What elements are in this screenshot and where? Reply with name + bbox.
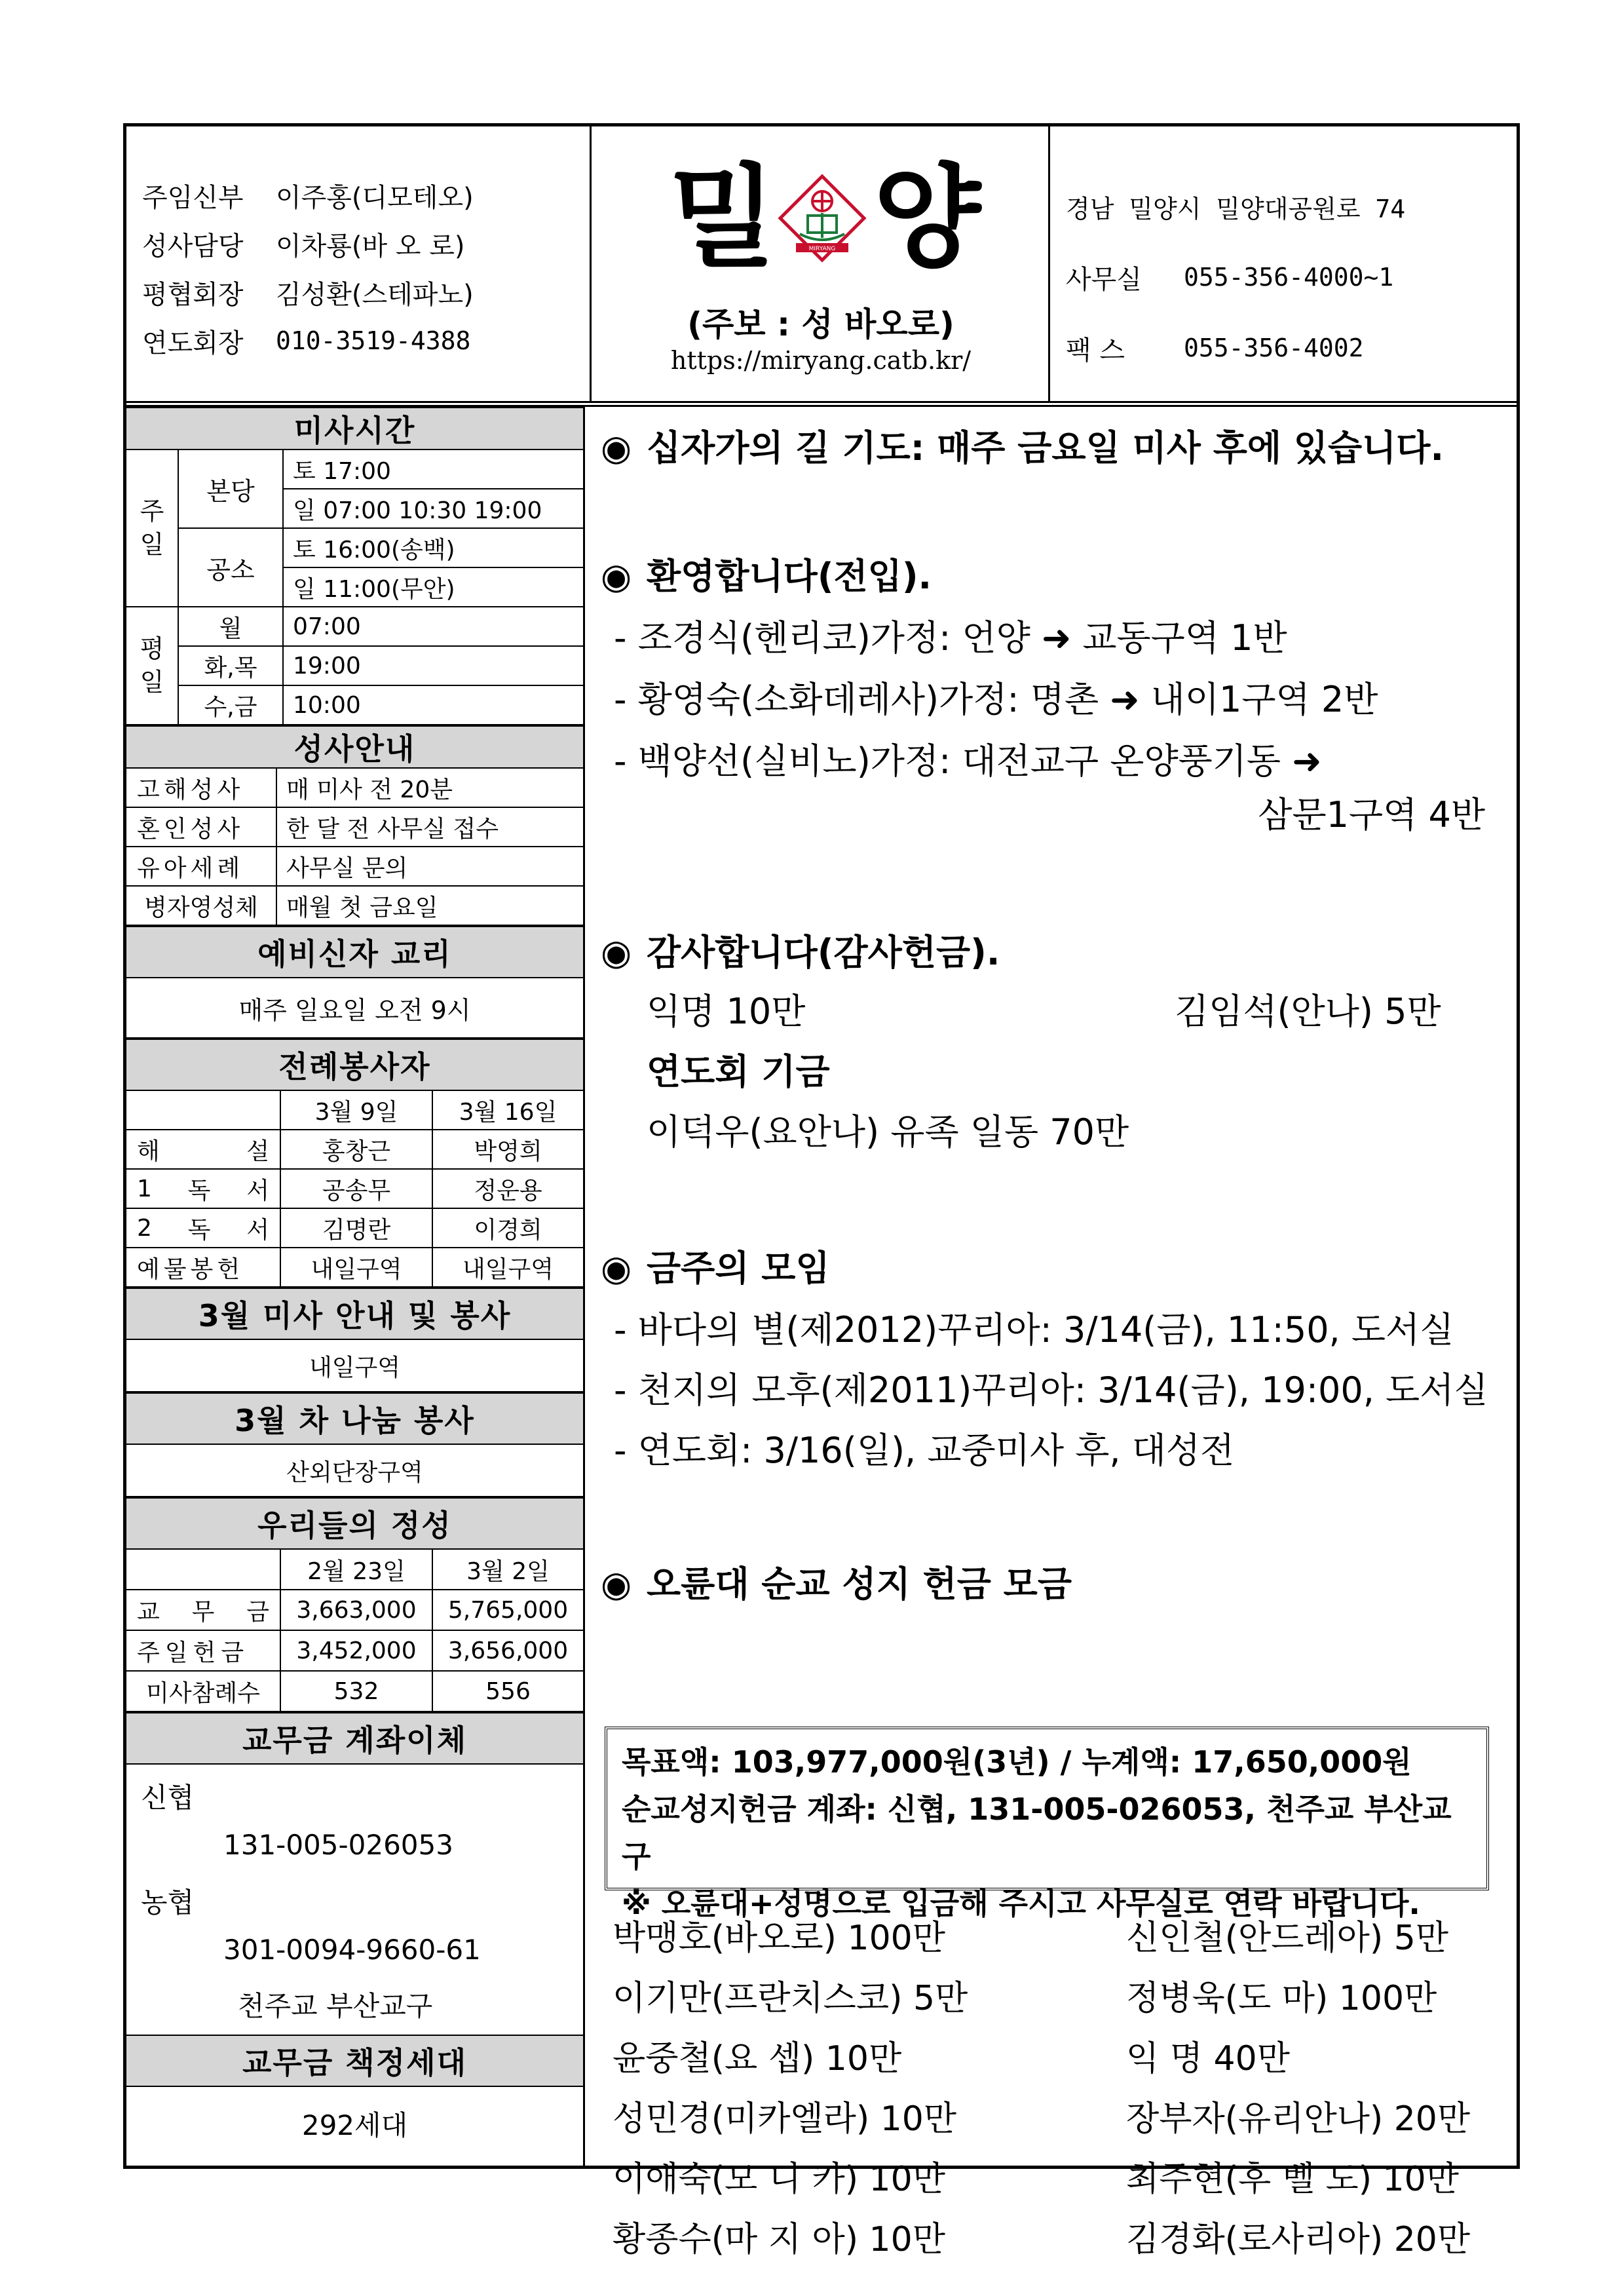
weekday-day: 수,금 — [179, 686, 284, 725]
cross-prayer-notice: ◉ 십자가의 길 기도: 매주 금요일 미사 후에 있습니다. — [601, 427, 1444, 469]
liturgy-server: 박영희 — [433, 1130, 583, 1170]
sacrament-name: 유아세례 — [126, 847, 277, 887]
weekday-day: 화,목 — [179, 647, 284, 686]
staff-row: 성사담당 이차룡(바 오 로) — [142, 231, 465, 261]
church-logo-icon — [776, 172, 868, 264]
staff-row: 연도회장 010-3519-4388 — [142, 326, 471, 358]
martyr-donor: 김경화(로사리아) 20만 — [1126, 2220, 1471, 2259]
thanks-title: ◉ 감사합니다(감사헌금). — [601, 932, 1000, 973]
meeting-item: - 천지의 모후(제2011)꾸리아: 3/14(금), 19:00, 도서실 — [614, 1369, 1488, 1411]
offering-name: 미사참례수 — [126, 1672, 281, 1712]
transfer-title: 교무금 계좌이체 — [126, 1712, 583, 1765]
fax-row: 팩 스 055-356-4002 — [1066, 334, 1364, 366]
liturgy-server: 내일구역 — [433, 1248, 583, 1288]
liturgy-date: 3월 9일 — [281, 1091, 433, 1130]
mass-times-title: 미사시간 — [126, 407, 583, 450]
info-sidebar — [126, 407, 585, 2169]
liturgy-role: 해 설 — [126, 1130, 281, 1170]
weekday-time: 10:00 — [284, 686, 583, 725]
liturgy-role: 2 독 서 — [126, 1209, 281, 1248]
sacrament-info: 매월 첫 금요일 — [277, 887, 583, 926]
account-number: 131-005-026053 — [223, 1829, 453, 1861]
liturgy-role: 1 독 서 — [126, 1170, 281, 1209]
offering-name: 주일헌금 — [126, 1631, 281, 1672]
liturgy-server: 홍창근 — [281, 1130, 433, 1170]
bulletin-subtitle: (주보 : 성 바오로) — [687, 305, 954, 343]
bullet-icon: ◉ — [601, 1248, 632, 1289]
logo-text: MIRYANG — [808, 246, 836, 252]
martyr-donor: 성민경(미카엘라) 10만 — [613, 2099, 957, 2139]
offering-amount: 556 — [433, 1672, 583, 1712]
offering-amount: 3,663,000 — [281, 1590, 433, 1631]
martyr-donor: 장부자(유리안나) 20만 — [1126, 2099, 1471, 2139]
title-char-2: 양 — [873, 153, 981, 283]
thanks-donor: 익명 10만 — [647, 991, 806, 1032]
liturgy-date: 3월 16일 — [433, 1091, 583, 1130]
liturgy-header-blank — [126, 1091, 281, 1130]
contact-info — [1050, 126, 1517, 401]
account-number: 301-0094-9660-61 — [223, 1934, 481, 1966]
mission-sun-mass: 일 11:00(무안) — [284, 568, 583, 607]
martyr-fund-box — [605, 1727, 1489, 1921]
martyr-donor: 박맹호(바오로) 100만 — [613, 1919, 945, 1958]
sacrament-info: 한 달 전 사무실 접수 — [277, 808, 583, 847]
mission-label: 공소 — [179, 529, 284, 607]
account-holder: 천주교 부산교구 — [238, 1990, 433, 2022]
martyr-donor: 이기만(프란치스코) 5만 — [613, 1979, 968, 2018]
bank-name: 농협 — [141, 1886, 195, 1919]
staff-row: 주임신부 이주홍(디모테오) — [142, 182, 474, 213]
fund-donor: 이덕우(요안나) 유족 일동 70만 — [647, 1111, 1129, 1153]
masthead — [592, 126, 1050, 401]
tea-service-title: 3월 차 나눔 봉사 — [126, 1392, 583, 1445]
offering-amount: 5,765,000 — [433, 1590, 583, 1631]
bulletin-header — [126, 126, 1517, 407]
welcome-item-cont: 삼문1구역 4반 — [1258, 794, 1485, 835]
fund-target: 목표액: 103,977,000원(3년) / 누계액: 17,650,000원 — [622, 1744, 1412, 1780]
weekday-label: 평 일 — [126, 607, 179, 725]
welcome-title: ◉ 환영합니다(전입). — [601, 556, 932, 597]
offerings-header-blank — [126, 1550, 281, 1590]
main-church-label: 본당 — [179, 450, 284, 529]
meeting-item: - 바다의 별(제2012)꾸리아: 3/14(금), 11:50, 도서실 — [614, 1309, 1454, 1350]
thanks-donor: 김임석(안나) 5만 — [1175, 991, 1441, 1032]
liturgy-server: 공송무 — [281, 1170, 433, 1209]
tea-service-value: 산외단장구역 — [126, 1445, 583, 1497]
bullet-icon: ◉ — [601, 1563, 632, 1605]
meeting-title: ◉ 금주의 모임 — [601, 1248, 830, 1289]
staff-list — [126, 126, 592, 401]
martyr-donor: 익 명 40만 — [1126, 2039, 1290, 2078]
notices — [585, 407, 1517, 2259]
weekday-time: 07:00 — [284, 607, 583, 647]
main-sat-mass: 토 17:00 — [284, 450, 583, 489]
bullet-icon: ◉ — [601, 427, 632, 469]
martyr-donor: 정병욱(도 마) 100만 — [1126, 1979, 1437, 2018]
weekday-time: 19:00 — [284, 647, 583, 686]
martyr-donor: 윤중철(요 셉) 10만 — [613, 2039, 902, 2078]
liturgy-server: 내일구역 — [281, 1248, 433, 1288]
catechumen-schedule: 매주 일요일 오전 9시 — [126, 978, 583, 1039]
liturgy-title: 전례봉사자 — [126, 1039, 583, 1091]
martyr-donor: 황종수(마 지 아) 10만 — [613, 2220, 945, 2259]
sacrament-name: 고해성사 — [126, 769, 277, 808]
march-mass-title: 3월 미사 안내 및 봉사 — [126, 1288, 583, 1340]
households-value: 292세대 — [301, 2109, 408, 2141]
offerings-date: 2월 23일 — [281, 1550, 433, 1590]
meeting-item: - 연도회: 3/16(일), 교중미사 후, 대성전 — [614, 1430, 1235, 1471]
catechumen-title: 예비신자 교리 — [126, 926, 583, 978]
address: 경남 밀양시 밀양대공원로 74 — [1066, 194, 1406, 223]
offerings-date: 3월 2일 — [433, 1550, 583, 1590]
martyr-donor: 이애숙(모 니 카) 10만 — [613, 2160, 945, 2199]
bank-name: 신협 — [141, 1782, 195, 1814]
martyr-donor: 신인철(안드레아) 5만 — [1126, 1919, 1449, 1958]
fund-instruction: ※ 오륜대+성명으로 입금해 주시고 사무실로 연락 바랍니다. — [622, 1886, 1420, 1921]
offering-amount: 3,656,000 — [433, 1631, 583, 1672]
liturgy-server: 이경희 — [433, 1209, 583, 1248]
offering-amount: 532 — [281, 1672, 433, 1712]
main-sun-mass: 일 07:00 10:30 19:00 — [284, 489, 583, 529]
offering-amount: 3,452,000 — [281, 1631, 433, 1672]
weekday-day: 월 — [179, 607, 284, 647]
masthead-title — [592, 153, 1050, 284]
liturgy-server: 정운용 — [433, 1170, 583, 1209]
liturgy-server: 김명란 — [281, 1209, 433, 1248]
sacrament-info: 매 미사 전 20분 — [277, 769, 583, 808]
offerings-title: 우리들의 정성 — [126, 1497, 583, 1550]
march-mass-value: 내일구역 — [126, 1340, 583, 1392]
staff-row: 평협회장 김성환(스테파노) — [142, 279, 474, 310]
welcome-item: - 조경식(헨리코)가정: 언양 ➜ 교동구역 1반 — [614, 617, 1287, 659]
sacrament-info: 사무실 문의 — [277, 847, 583, 887]
liturgy-role: 예물봉헌 — [126, 1248, 281, 1288]
bulletin-page — [123, 123, 1520, 2259]
title-char-1: 밀 — [669, 153, 777, 283]
martyr-fund-title: ◉ 오륜대 순교 성지 헌금 모금 — [601, 1563, 1072, 1605]
fund-account: 순교성지헌금 계좌: 신협, 131-005-026053, 천주교 부산교구 — [622, 1791, 1452, 1874]
mission-sat-mass: 토 16:00(송백) — [284, 529, 583, 568]
sunday-label: 주 일 — [126, 450, 179, 607]
bullet-icon: ◉ — [601, 556, 632, 597]
sacraments-title: 성사안내 — [126, 725, 583, 769]
bullet-icon: ◉ — [601, 932, 632, 973]
office-phone-row: 사무실 055-356-4000~1 — [1066, 263, 1394, 295]
households-title: 교무금 책정세대 — [126, 2035, 583, 2087]
sacrament-name: 혼인성사 — [126, 808, 277, 847]
offering-name: 교 무 금 — [126, 1590, 281, 1631]
parish-url: https://miryang.catb.kr/ — [670, 346, 972, 375]
sacrament-name: 병자영성체 — [126, 887, 277, 926]
welcome-item: - 황영숙(소화데레사)가정: 명촌 ➜ 내이1구역 2반 — [614, 679, 1378, 720]
welcome-item: - 백양선(실비노)가정: 대전교구 온양풍기동 ➜ — [614, 740, 1322, 782]
fund-title: 연도회 기금 — [647, 1051, 830, 1092]
martyr-donor: 최주현(후 벨 도) 10만 — [1126, 2160, 1459, 2199]
